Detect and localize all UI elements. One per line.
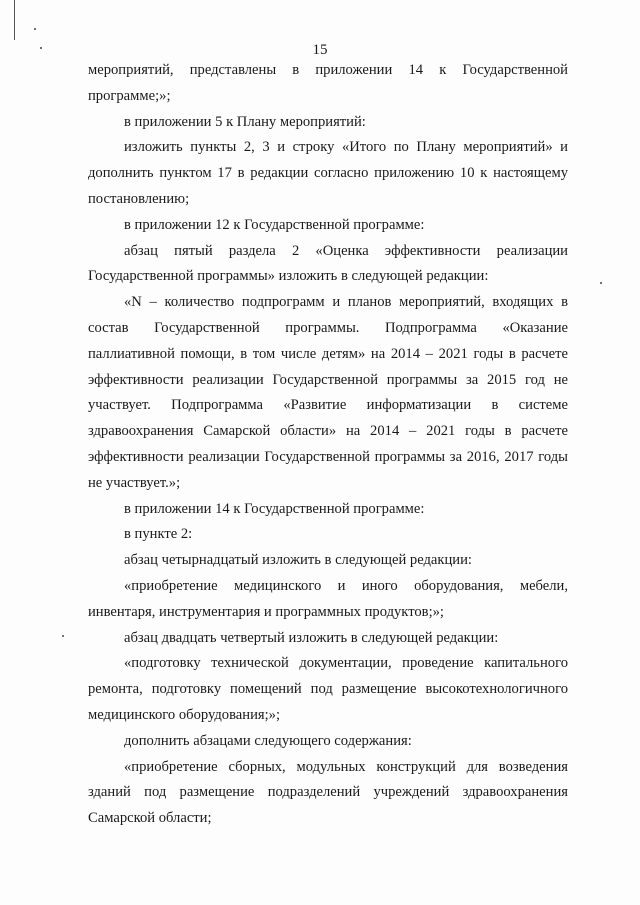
paragraph: абзац двадцать четвертый изложить в следующей редакции: [124, 629, 499, 646]
scan-speck [34, 28, 36, 30]
scan-speck [600, 282, 602, 284]
paragraph: в приложении 5 к Плану мероприятий: [124, 113, 366, 130]
paragraph: «подготовку технической документации, проведение капитального ремонта, подготовку помещений под размещение высокотехнологичного медицинского оборудования;»; [88, 655, 568, 723]
paragraph: «N – количество подпрограмм и планов мероприятий, входящих в состав Государственной программы. Подпрограмма «Оказание паллиативной помощи, в том числе детям» на 2014 – 2021 годы в расчете эффективности реализации Государственной программы за 2015 год не участвует. Подпрограмма «Развитие информатизации в системе здравоохранения Самарской области» на 2014 – 2021 годы в расчете эффективности реализации Государственной программы за 2016, 2017 годы не участвует.»; [88, 294, 568, 491]
paragraph: мероприятий, представлены в приложении 14 к Государственной программе;»; [88, 62, 568, 104]
scan-edge-line [14, 0, 15, 40]
paragraph: в пункте 2: [124, 526, 193, 543]
paragraph: «приобретение медицинского и иного оборудования, мебели, инвентаря, инструментария и программных продуктов;»; [88, 577, 568, 620]
scan-speck [62, 635, 64, 637]
paragraph: в приложении 14 к Государственной программе: [124, 500, 425, 517]
document-body [88, 58, 568, 832]
paragraph: «приобретение сборных, модульных конструкций для возведения зданий под размещение подразделений учреждений здравоохранения Самарской области; [88, 758, 568, 827]
paragraph: абзац пятый раздела 2 «Оценка эффективности реализации Государственной программы» изложить в следующей редакции: [88, 242, 568, 285]
paragraph: в приложении 12 к Государственной программе: [124, 216, 425, 233]
paragraph: изложить пункты 2, 3 и строку «Итого по Плану мероприятий» и дополнить пунктом 17 в редакции согласно приложению 10 к настоящему постановлению; [88, 139, 568, 207]
paragraph: абзац четырнадцатый изложить в следующей редакции: [124, 552, 472, 569]
paragraph: дополнить абзацами следующего содержания: [124, 732, 412, 749]
page-number: 15 [312, 42, 328, 58]
